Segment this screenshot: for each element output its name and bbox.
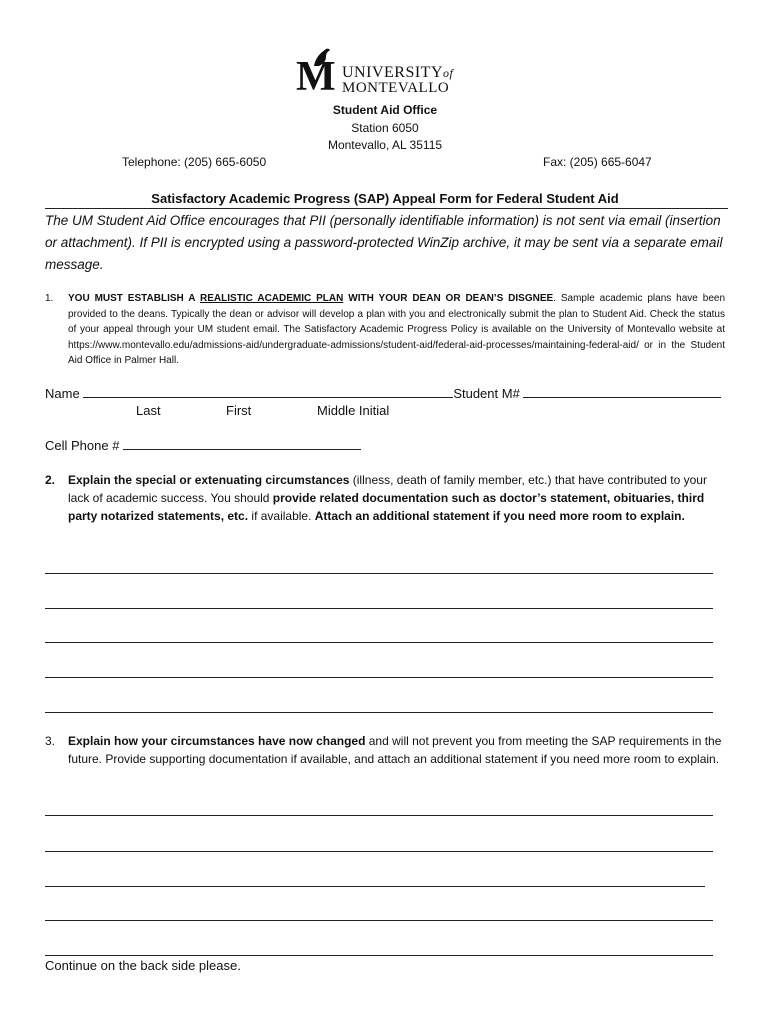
item-2-answer-line[interactable]	[45, 677, 713, 678]
pii-notice: The UM Student Aid Office encourages that PII (personally identifiable information) is not sent via email (insertion or attachment). If PII is encrypted using a password-protected WinZip archive, it may be sent via a separate email message.	[45, 213, 723, 272]
item-2	[45, 471, 725, 525]
university-logo	[296, 46, 476, 98]
item-3-answer-line[interactable]	[45, 815, 713, 816]
item-1-number: 1.	[45, 293, 54, 304]
item-1-lead-c: WITH YOUR DEAN OR DEAN’S DISGNEE	[343, 293, 554, 304]
item-3-answer-line[interactable]	[45, 851, 713, 852]
item-2-text	[68, 471, 725, 525]
office-station: Station 6050	[351, 121, 419, 135]
continue-note: Continue on the back side please.	[45, 958, 241, 973]
item-3-answer-line[interactable]	[45, 886, 705, 887]
student-number-label: Student M#	[453, 386, 520, 401]
item-2-bold-b: provide related documentation such as doctor’s statement, obituaries, third party notarized statements, etc.	[68, 491, 705, 523]
item-2-number: 2.	[45, 473, 56, 487]
item-2-text-b: if available.	[248, 509, 315, 523]
item-3-text-a: and will not prevent you from meeting the SAP requirements in the future. Provide supporting documentation if available, and attach an additional statement if you need more room to explain.	[68, 734, 722, 766]
item-3-text	[68, 732, 725, 768]
telephone-number: Telephone: (205) 665-6050	[122, 155, 267, 169]
item-1	[45, 291, 725, 369]
cell-phone-row	[45, 437, 361, 453]
cell-phone-label: Cell Phone #	[45, 438, 120, 453]
item-1-lead-b: REALISTIC ACADEMIC PLAN	[200, 293, 344, 304]
last-name-caption: Last	[136, 403, 161, 418]
item-3	[45, 732, 725, 768]
item-2-answer-line[interactable]	[45, 642, 713, 643]
item-2-bold-a: Explain the special or extenuating circumstances	[68, 473, 350, 487]
item-2-text-a: (illness, death of family member, etc.) that have contributed to your lack of academic success. You should	[68, 473, 707, 505]
item-1-text	[68, 291, 725, 369]
logo-monogram: M	[296, 54, 336, 100]
logo-of-text: of	[443, 66, 454, 80]
name-label: Name	[45, 386, 80, 401]
item-1-lead-a: YOU MUST ESTABLISH A	[68, 293, 201, 304]
first-name-caption: First	[226, 403, 252, 418]
item-2-answer-line[interactable]	[45, 573, 713, 574]
form-title: Satisfactory Academic Progress (SAP) Appeal Form for Federal Student Aid	[151, 191, 619, 206]
middle-initial-caption: Middle Initial	[317, 403, 390, 418]
item-2-answer-line[interactable]	[45, 712, 713, 713]
item-3-bold-a: Explain how your circumstances have now changed	[68, 734, 366, 748]
item-2-answer-line[interactable]	[45, 608, 713, 609]
item-3-answer-line[interactable]	[45, 920, 713, 921]
item-2-bold-c: Attach an additional statement if you need more room to explain.	[314, 509, 685, 523]
office-name: Student Aid Office	[332, 103, 438, 117]
name-field[interactable]	[83, 385, 453, 398]
logo-montevallo-text: MONTEVALLO	[342, 80, 450, 96]
office-address: Montevallo, AL 35115	[327, 138, 443, 152]
fax-number: Fax: (205) 665-6047	[543, 155, 652, 169]
logo-university-text: UNIVERSITY	[342, 64, 443, 81]
item-1-body: . Sample academic plans have been provided to the deans. Typically the dean or advisor will develop a plan with you and electronically submit the plan to Student Aid. Check the status of your appeal through your UM student email. The Satisfactory Academic Progress Policy is available on the University of Montevallo website at https://www.montevallo.edu/admissions-aid/undergraduate-admissions/student-aid/federal-aid-processes/maintaining-federal-aid/ or in the Student Aid Office in Palmer Hall.	[68, 293, 726, 366]
name-row	[45, 385, 735, 401]
student-number-field[interactable]	[523, 385, 721, 398]
item-3-number: 3.	[45, 734, 56, 748]
item-3-answer-line[interactable]	[45, 955, 713, 956]
cell-phone-field[interactable]	[123, 437, 361, 450]
title-divider	[45, 208, 728, 209]
